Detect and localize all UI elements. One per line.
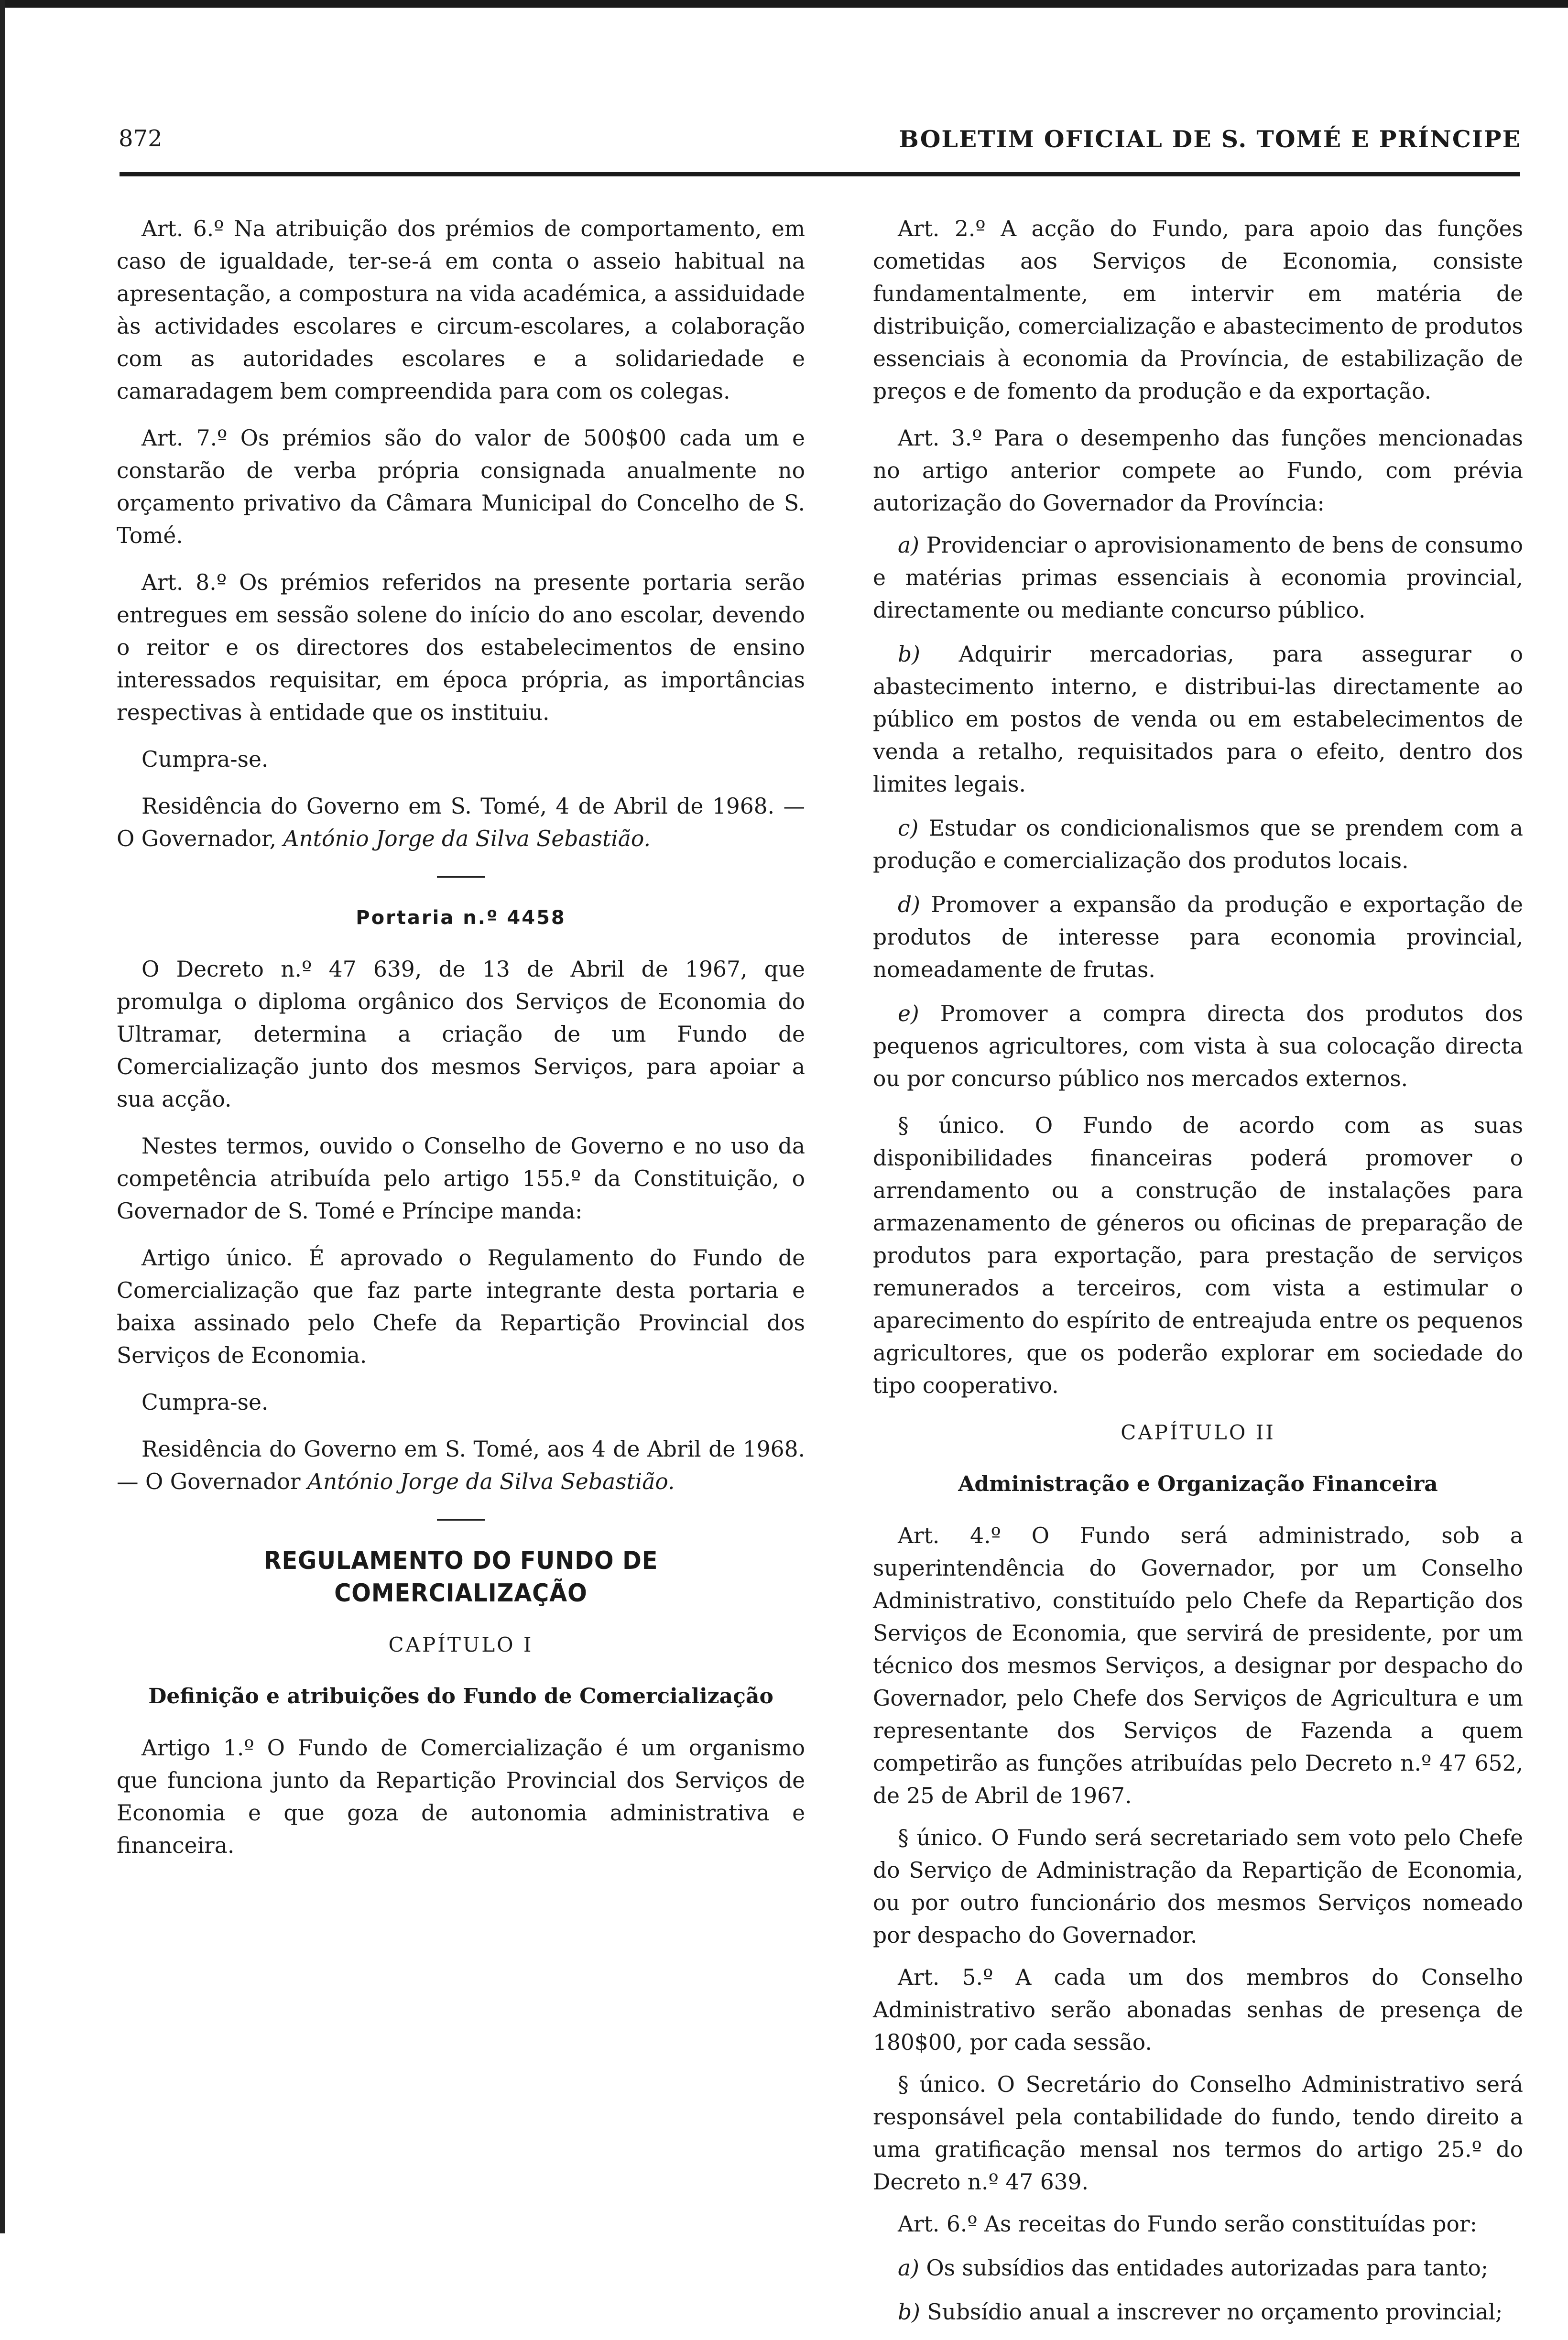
article-5-paragraph: Art. 5.º A cada um dos membros do Conselho Administrativo serão abonadas senhas de presença de 180$00, por cada sessão. [873,1965,1523,2055]
regulation-title: REGULAMENTO DO FUNDO DE COMERCIALIZAÇÃO [263,1546,658,1608]
artigo-unico-paragraph: Artigo único. É aprovado o Regulamento do Fundo de Comercialização que faz parte integrante desta portaria e baixa assinado pelo Chefe da Repartição Provincial dos Serviços de Economia. [117,1245,805,1368]
header-rule [120,172,1520,176]
signature-paragraph-2 [117,1433,805,1498]
governor-name-2: António Jorge da Silva Sebastião. [307,1469,675,1494]
page-number: 872 [119,125,163,152]
governor-name-1: António Jorge da Silva Sebastião. [283,826,651,851]
article-4-paragraph: Art. 4.º O Fundo será administrado, sob a superintendência do Governador, por um Conselho Administrativo, constituído pelo Chefe da Repartição dos Serviços de Economia, que servirá de presidente, por um técnico dos mesmos Serviços, a designar por despacho do Governador, pelo Chefe dos Serviços de Agricultura e um representante dos Serviços de Fazenda a quem competirão as funções atribuídas pelo Decreto n.º 47 652, de 25 de Abril de 1967. [873,1523,1523,1808]
left-column [117,213,805,1876]
article-6-paragraph: Art. 6.º Na atribuição dos prémios de comportamento, em caso de igualdade, ter-se-á em conta o asseio habitual na apresentação, a compostura na vida académica, a assiduidade às actividades escolares e circum-escolares, a colaboração com as autoridades escolares e a solidariedade e camaradagem bem compreendida para com os colegas. [117,216,805,404]
receita-b-text: Subsídio anual a inscrever no orçamento provincial; [920,2299,1503,2325]
paragrafo-unico-3: § único. O Secretário do Conselho Administrativo será responsável pela contabilidade do fundo, tendo direito a uma gratificação mensal nos termos do artigo 25.º do Decreto n.º 47 639. [873,2072,1523,2195]
page-left-edge [0,0,5,2233]
artigo-1-paragraph: Artigo 1.º O Fundo de Comercialização é um organismo que funciona junto da Repartição Provincial dos Serviços de Economia e que goza de autonomia administrativa e financeira. [117,1735,805,1858]
chapter-2-title: Administração e Organização Financeira [958,1472,1438,1496]
item-d [873,889,1523,986]
cumpra-se-2: Cumpra-se. [142,1390,269,1415]
item-c [873,812,1523,877]
item-e-text: Promover a compra directa dos produtos dos pequenos agricultores, com vista à sua colocação directa ou por concurso público nos mercados externos. [873,1001,1523,1091]
paragrafo-unico-1: § único. O Fundo de acordo com as suas disponibilidades financeiras poderá promover o arrendamento ou a construção de instalações para armazenamento de géneros ou oficinas de preparação de produtos para exportação, para prestação de serviços remunerados a terceiros, com vista a estimular o aparecimento do espírito de entreajuda entre os pequenos agricultores, que os poderão explorar em sociedade do tipo cooperativo. [873,1113,1523,1398]
item-a [873,529,1523,627]
chapter-2-heading: CAPÍTULO II [1121,1421,1275,1444]
receita-a-letter: a) [898,2255,919,2281]
item-a-letter: a) [898,533,919,558]
chapter-1-heading: CAPÍTULO I [388,1633,534,1656]
receita-item-a [873,2252,1523,2285]
article-3-paragraph: Art. 3.º Para o desempenho das funções mencionadas no artigo anterior compete ao Fundo, com prévia autorização do Governador da Província: [873,425,1523,516]
article-6-receitas: Art. 6.º As receitas do Fundo serão constituídas por: [898,2211,1477,2237]
separator-rule [437,876,485,878]
receita-a-text: Os subsídios das entidades autorizadas para tanto; [919,2255,1489,2281]
item-e [873,998,1523,1095]
article-2-paragraph: Art. 2.º A acção do Fundo, para apoio das funções cometidas aos Serviços de Economia, consiste fundamentalmente, em intervir em matéria de distribuição, comercialização e abastecimento de produtos essenciais à economia da Província, de estabilização de preços e de fomento da produção e da exportação. [873,216,1523,404]
article-8-paragraph: Art. 8.º Os prémios referidos na presente portaria serão entregues em sessão solene do início do ano escolar, devendo o reitor e os directores dos estabelecimentos de ensino interessados requisitar, em época própria, as importâncias respectivas à entidade que os instituiu. [117,570,805,725]
item-b-text: Adquirir mercadorias, para assegurar o abastecimento interno, e distribui-las directamente ao público em postos de venda ou em estabelecimentos de venda a retalho, requisitados para o efeito, dentro dos limites legais. [873,642,1523,797]
signature-text-1: Residência do Governo em S. Tomé, 4 de Abril de 1968. — O Governador, [117,794,805,851]
receita-item-b [873,2296,1523,2329]
item-b [873,638,1523,801]
signature-text-2: Residência do Governo em S. Tomé, aos 4 de Abril de 1968. — O Governador [117,1437,805,1494]
journal-title: BOLETIM OFICIAL DE S. TOMÉ E PRÍNCIPE [899,125,1521,153]
receita-b-letter: b) [898,2299,920,2325]
item-a-text: Providenciar o aprovisionamento de bens de consumo e matérias primas essenciais à economia provincial, directamente ou mediante concurso público. [873,533,1523,623]
cumpra-se-1: Cumpra-se. [142,747,269,772]
paragrafo-unico-2: § único. O Fundo será secretariado sem voto pelo Chefe do Serviço de Administração da Repartição de Economia, ou por outro funcionário dos mesmos Serviços nomeado por despacho do Governador. [873,1825,1523,1948]
article-7-paragraph: Art. 7.º Os prémios são do valor de 500$00 cada um e constarão de verba própria consignada anualmente no orçamento privativo da Câmara Municipal do Concelho de S. Tomé. [117,425,805,548]
portaria-title: Portaria n.º 4458 [356,907,566,929]
item-b-letter: b) [898,642,920,667]
item-c-text: Estudar os condicionalismos que se prendem com a produção e comercialização dos produtos locais. [873,816,1523,873]
item-c-letter: c) [898,816,919,841]
decreto-paragraph: O Decreto n.º 47 639, de 13 de Abril de 1967, que promulga o diploma orgânico dos Serviços de Economia do Ultramar, determina a criação de um Fundo de Comercialização junto dos mesmos Serviços, para apoiar a sua acção. [117,957,805,1112]
item-e-letter: e) [898,1001,919,1026]
item-d-text: Promover a expansão da produção e exportação de produtos de interesse para economia provincial, nomeadamente de frutas. [873,892,1523,982]
right-column [873,213,1523,2340]
signature-paragraph-1 [117,790,805,855]
item-d-letter: d) [898,892,920,917]
page-top-edge [0,0,1568,8]
nestes-termos-paragraph: Nestes termos, ouvido o Conselho de Governo e no uso da competência atribuída pelo artigo 155.º da Constituição, o Governador de S. Tomé e Príncipe manda: [117,1133,805,1224]
chapter-1-title: Definição e atribuições do Fundo de Comercialização [148,1684,773,1709]
separator-rule [437,1519,485,1521]
